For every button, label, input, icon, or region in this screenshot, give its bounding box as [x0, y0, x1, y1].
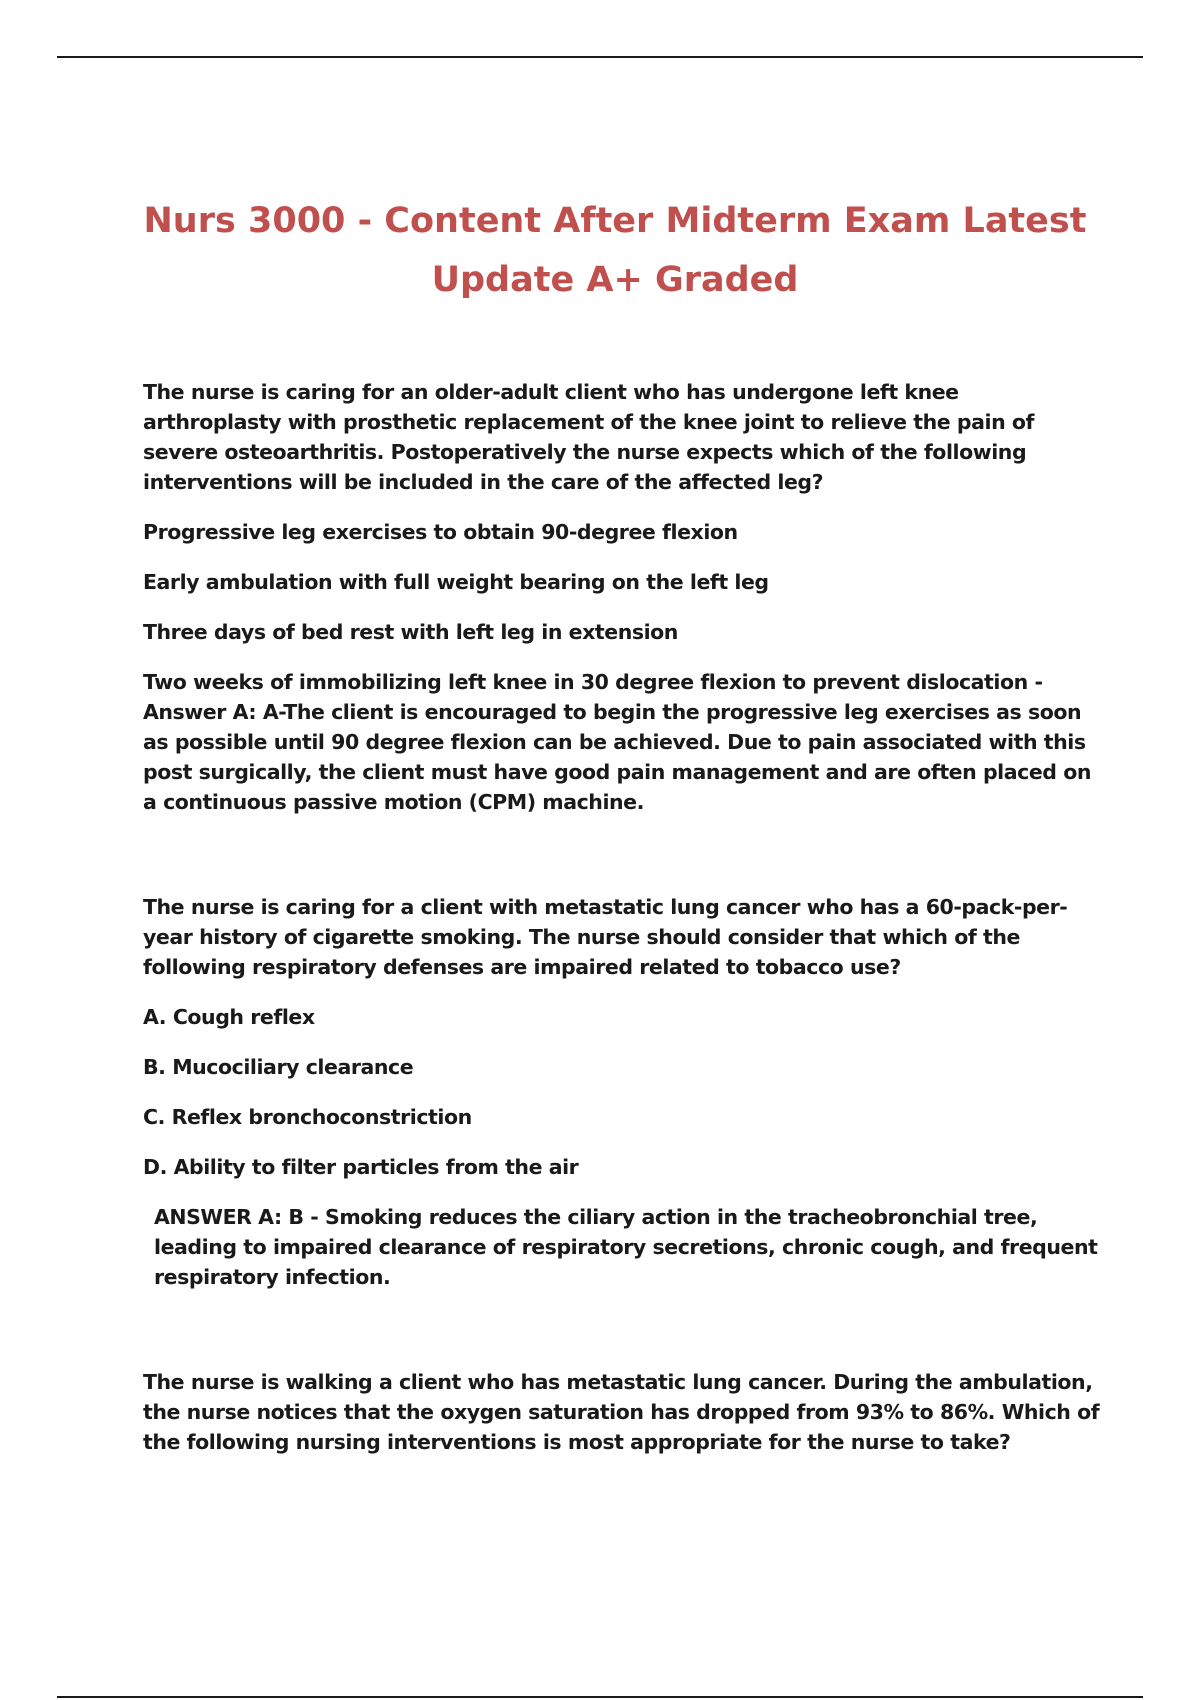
- question-2-option-b: B. Mucociliary clearance: [143, 1055, 414, 1079]
- question-1-option-2: Early ambulation with full weight bearing on the left leg: [143, 570, 769, 594]
- question-2-answer: ANSWER A: B - Smoking reduces the ciliary action in the tracheobronchial tree, leading to impaired clearance of respiratory secretions, chronic cough, and frequent respiratory infection.: [154, 1205, 1098, 1289]
- document-body: [143, 377, 1103, 1457]
- question-2-text: The nurse is caring for a client with metastatic lung cancer who has a 60-pack-per-year history of cigarette smoking. The nurse should consider that which of the following respiratory defenses are impaired related to tobacco use?: [143, 895, 1068, 979]
- top-rule: [57, 56, 1143, 58]
- question-2-option-d: D. Ability to filter particles from the air: [143, 1155, 579, 1179]
- question-3-text: The nurse is walking a client who has metastatic lung cancer. During the ambulation, the nurse notices that the oxygen saturation has dropped from 93% to 86%. Which of the following nursing interventions is most appropriate for the nurse to take?: [143, 1370, 1100, 1454]
- bottom-rule: [57, 1696, 1143, 1698]
- question-2-option-a: A. Cough reflex: [143, 1005, 315, 1029]
- question-1-text: The nurse is caring for an older-adult client who has undergone left knee arthroplasty with prosthetic replacement of the knee joint to relieve the pain of severe osteoarthritis. Postoperatively the nurse expects which of the following interventions will be included in the care of the affected leg?: [143, 380, 1035, 494]
- question-1-option-4-with-answer: Two weeks of immobilizing left knee in 30 degree flexion to prevent dislocation -Answer A: A-The client is encouraged to begin the progressive leg exercises as soon as possible until 90 degree flexion can be achieved. Due to pain associated with this post surgically, the client must have good pain management and are often placed on a continuous passive motion (CPM) machine.: [143, 670, 1091, 814]
- question-1-option-1: Progressive leg exercises to obtain 90-degree flexion: [143, 520, 738, 544]
- question-1-option-3: Three days of bed rest with left leg in extension: [143, 620, 678, 644]
- question-2-option-c: C. Reflex bronchoconstriction: [143, 1105, 472, 1129]
- document-title: Nurs 3000 - Content After Midterm Exam Latest Update A+ Graded: [143, 201, 1087, 300]
